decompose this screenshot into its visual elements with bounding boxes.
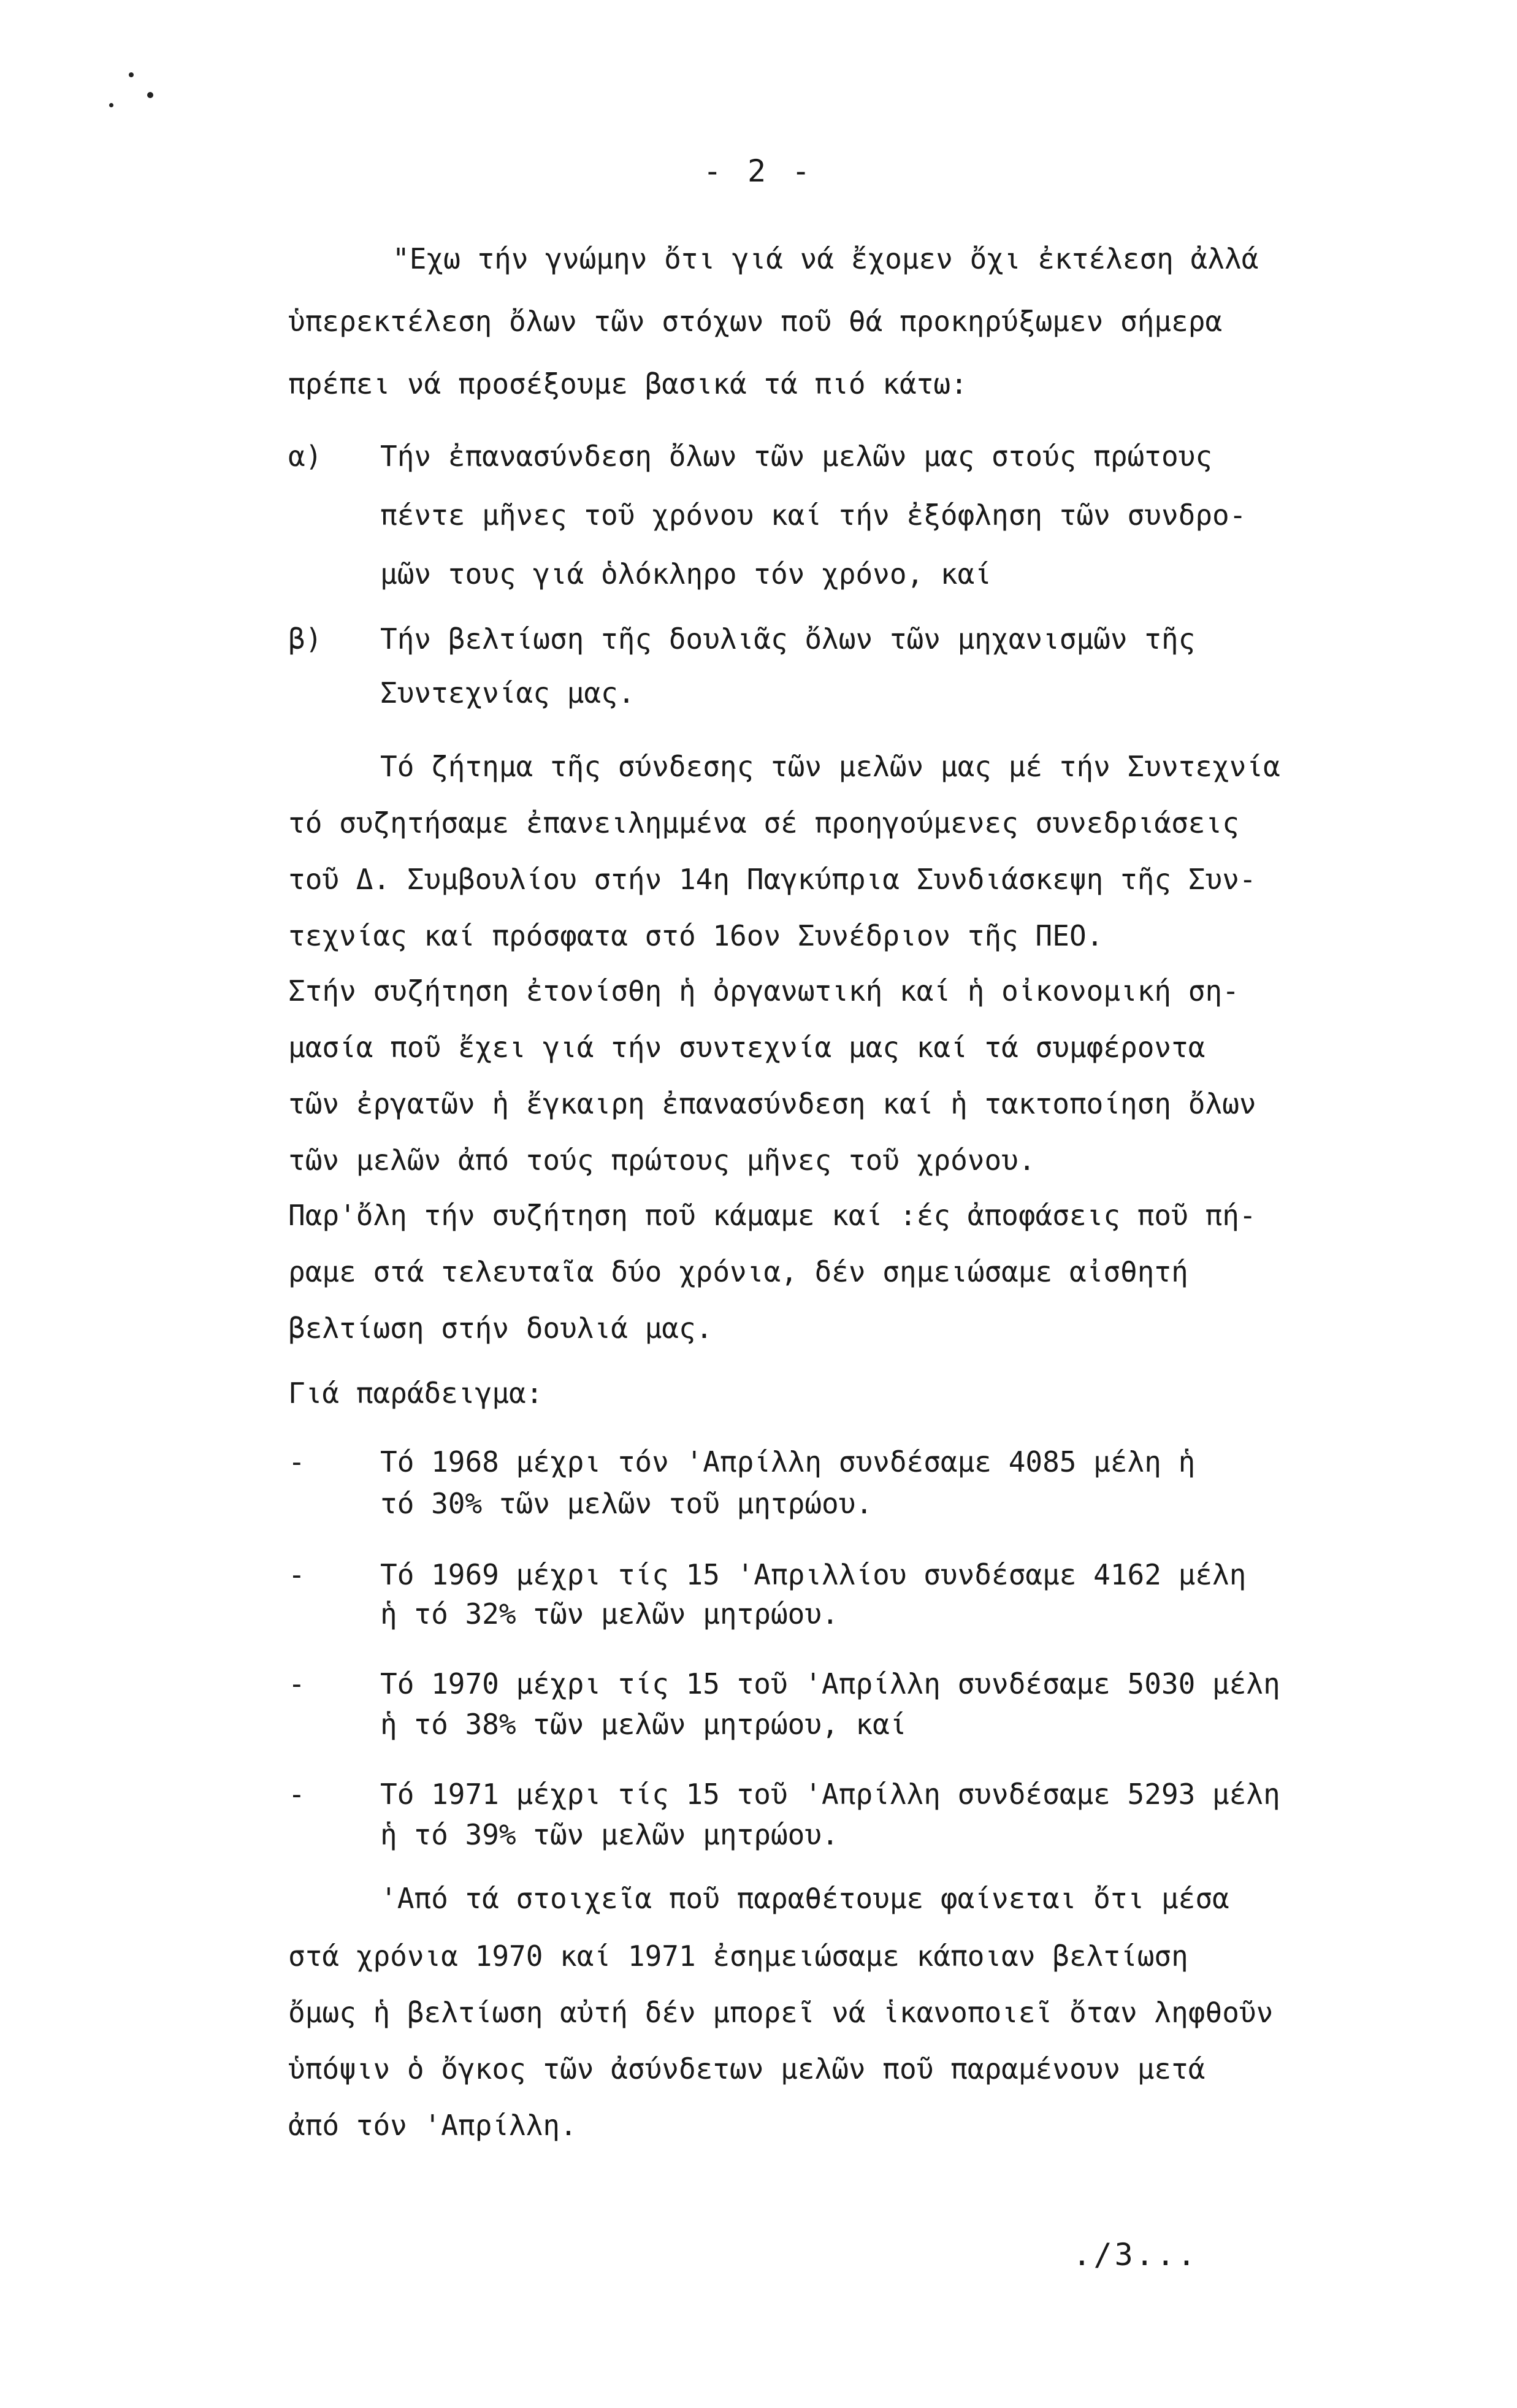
paragraph-line: τῶν ἐργατῶν ἡ ἔγκαιρη ἐπανασύνδεση καί ἡ τακτοποίηση ὄλων [288, 1087, 1256, 1120]
example-line: ἡ τό 38% τῶν μελῶν μητρώου, καί [380, 1708, 907, 1741]
example-line: τό 30% τῶν μελῶν τοῦ μητρώου. [380, 1487, 873, 1520]
point-line: πέντε μῆνες τοῦ χρόνου καί τήν ἐξόφληση τῶν συνδρο- [380, 499, 1247, 532]
conclusion-line: στά χρόνια 1970 καί 1971 ἐσημειώσαμε κάποιαν βελτίωση [288, 1940, 1188, 1973]
example-line: Τό 1971 μέχρι τίς 15 τοῦ 'Απρίλλη συνδέσαμε 5293 μέλη [380, 1778, 1280, 1811]
example-line: ἡ τό 32% τῶν μελῶν μητρώου. [380, 1597, 839, 1630]
conclusion-line: ἀπό τόν 'Απρίλλη. [288, 2109, 577, 2142]
list-dash: - [288, 1667, 305, 1700]
list-dash: - [288, 1778, 305, 1811]
point-line: μῶν τους γιά ὁλόκληρο τόν χρόνο, καί [380, 557, 992, 591]
paragraph-line: Παρ'ὄλη τήν συζήτηση ποῦ κάμαμε καί :ές ἀποφάσεις ποῦ πή- [288, 1199, 1256, 1232]
point-line: Τήν βελτίωση τῆς δουλιᾶς ὄλων τῶν μηχανισμῶν τῆς [380, 622, 1196, 656]
paragraph-line: Τό ζήτημα τῆς σύνδεσης τῶν μελῶν μας μέ τήν Συντεχνία [380, 750, 1280, 783]
example-line: Τό 1968 μέχρι τόν 'Απρίλλη συνδέσαμε 4085 μέλη ἡ [380, 1445, 1196, 1478]
paragraph-line: τοῦ Δ. Συμβουλίου στήν 14η Παγκύπρια Συνδιάσκεψη τῆς Συν- [288, 863, 1256, 896]
scan-speck [147, 92, 153, 98]
page-number: - 2 - [703, 153, 814, 189]
intro-line: πρέπει νά προσέξουμε βασικά τά πιό κάτω: [288, 367, 968, 400]
intro-line: "Εχω τήν γνώμην ὄτι γιά νά ἔχομεν ὄχι ἐκτέλεση ἀλλά [392, 242, 1259, 275]
point-line: Συντεχνίας μας. [380, 676, 635, 709]
paragraph-line: βελτίωση στήν δουλιά μας. [288, 1312, 713, 1345]
conclusion-line: ὄμως ἡ βελτίωση αὐτή δέν μπορεῖ νά ἱκανοποιεῖ ὄταν ληφθοῦν [288, 1996, 1274, 2029]
list-dash: - [288, 1445, 305, 1478]
example-heading: Γιά παράδειγμα: [288, 1377, 543, 1410]
scan-speck [109, 103, 113, 107]
point-label: β) [288, 622, 323, 656]
conclusion-line: 'Από τά στοιχεῖα ποῦ παραθέτουμε φαίνεται ὄτι μέσα [380, 1882, 1229, 1915]
paragraph-line: τεχνίας καί πρόσφατα στό 16ον Συνέδριον τῆς ΠΕΟ. [288, 919, 1104, 952]
intro-line: ὑπερεκτέλεση ὄλων τῶν στόχων ποῦ θά προκηρύξωμεν σήμερα [288, 305, 1223, 338]
paragraph-line: τό συζητήσαμε ἐπανειλημμένα σέ προηγούμενες συνεδριάσεις [288, 806, 1239, 839]
point-label: α) [288, 440, 323, 473]
paragraph-line: Στήν συζήτηση ἐτονίσθη ἡ ὀργανωτική καί ἡ οἰκονομική ση- [288, 974, 1239, 1007]
conclusion-line: ὑπόψιν ὁ ὄγκος τῶν ἀσύνδετων μελῶν ποῦ παραμένουν μετά [288, 2052, 1206, 2085]
paragraph-line: ραμε στά τελευταῖα δύο χρόνια, δέν σημειώσαμε αἰσθητή [288, 1255, 1188, 1288]
paragraph-line: μασία ποῦ ἔχει γιά τήν συντεχνία μας καί τά συμφέροντα [288, 1031, 1206, 1064]
point-line: Τήν ἐπανασύνδεση ὄλων τῶν μελῶν μας στούς πρώτους [380, 440, 1213, 473]
scan-speck [129, 72, 134, 77]
example-line: Τό 1970 μέχρι τίς 15 τοῦ 'Απρίλλη συνδέσαμε 5030 μέλη [380, 1667, 1280, 1700]
continuation-marker: ./3... [1072, 2237, 1198, 2272]
example-line: ἡ τό 39% τῶν μελῶν μητρώου. [380, 1818, 839, 1851]
example-line: Τό 1969 μέχρι τίς 15 'Απριλλίου συνδέσαμε 4162 μέλη [380, 1558, 1247, 1591]
list-dash: - [288, 1558, 305, 1591]
paragraph-line: τῶν μελῶν ἀπό τούς πρώτους μῆνες τοῦ χρόνου. [288, 1144, 1036, 1177]
